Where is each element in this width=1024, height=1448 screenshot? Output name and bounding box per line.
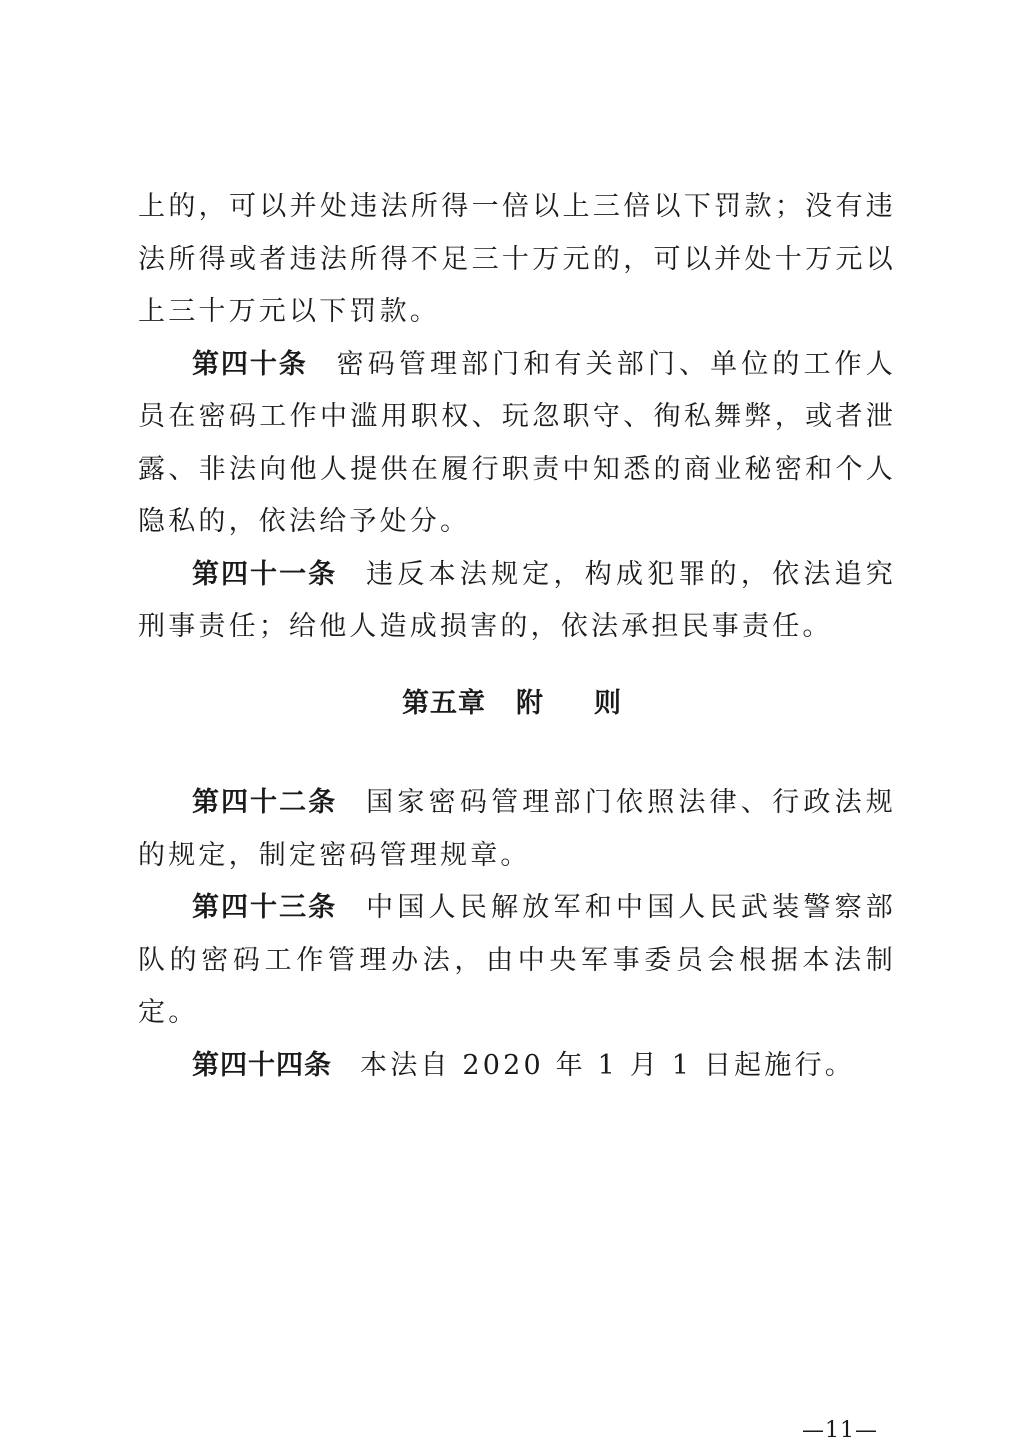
article-40-text: 密码管理部门和有关部门、单位的工作人员在密码工作中滥用职权、玩忽职守、徇私舞弊，或者泄露、非法向他人提供在履行职责中知悉的商业秘密和个人隐私的，依法给予处分。 — [138, 348, 897, 537]
chapter-number: 第五章 — [402, 688, 486, 719]
article-41-text: 违反本法规定，构成犯罪的，依法追究刑事责任；给他人造成损害的，依法承担民事责任。 — [138, 558, 896, 642]
article-41-number: 第四十一条 — [192, 558, 338, 590]
chapter-title-char-1: 附 — [516, 688, 544, 719]
article-43 — [138, 882, 896, 1040]
body-text-upper — [138, 181, 896, 654]
page-number: —11— — [802, 1418, 878, 1443]
chapter-title-char-2: 则 — [594, 688, 622, 719]
body-text-lower — [138, 777, 896, 1092]
article-44 — [138, 1040, 896, 1093]
article-44-number: 第四十四条 — [192, 1049, 332, 1081]
article-40-number: 第四十条 — [192, 348, 308, 380]
paragraph-continuation: 上的，可以并处违法所得一倍以上三倍以下罚款；没有违法所得或者违法所得不足三十万元的，可以并处十万元以上三十万元以下罚款。 — [138, 191, 896, 327]
article-40 — [138, 339, 896, 549]
article-41 — [138, 549, 896, 654]
article-42-text: 国家密码管理部门依照法律、行政法规的规定，制定密码管理规章。 — [138, 787, 896, 871]
chapter-heading — [0, 678, 1024, 730]
article-42-number: 第四十二条 — [192, 787, 338, 818]
article-42 — [138, 777, 896, 882]
article-43-number: 第四十三条 — [192, 892, 338, 923]
article-43-text: 中国人民解放军和中国人民武装警察部队的密码工作管理办法，由中央军事委员会根据本法制定。 — [138, 892, 896, 1028]
article-44-text: 本法自 2020 年 1 月 1 日起施行。 — [360, 1049, 855, 1081]
